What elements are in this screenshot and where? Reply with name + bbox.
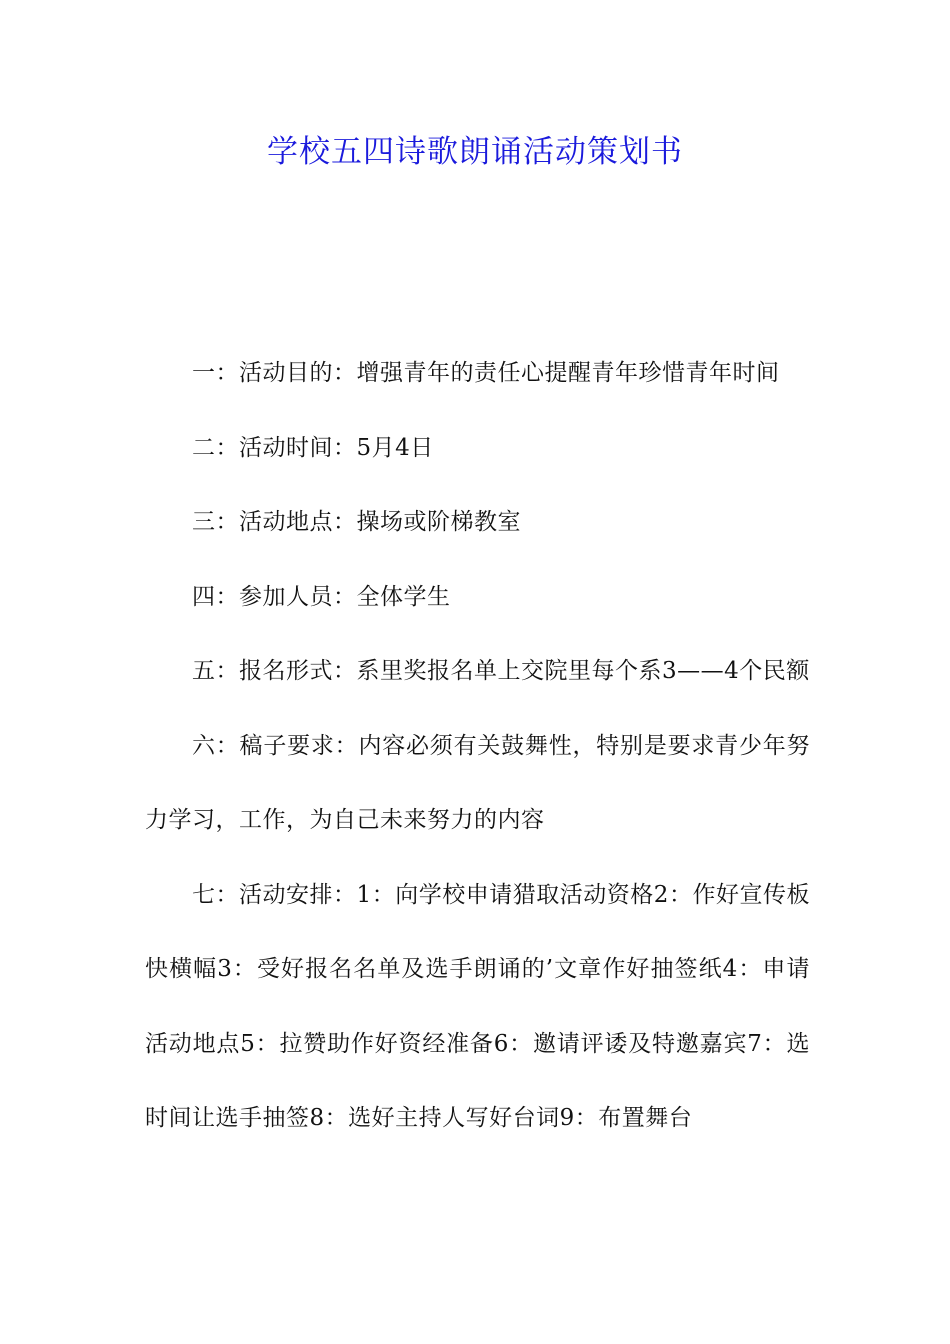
paragraph-purpose: 一：活动目的：增强青年的责任心提醒青年珍惜青年时间 [192, 360, 780, 386]
paragraph-location: 三：活动地点：操场或阶梯教室 [192, 509, 521, 535]
document-title: 学校五四诗歌朗诵活动策划书 [267, 134, 683, 170]
paragraph-registration: 五：报名形式：系里奖报名单上交院里每个系3——4个民额 [192, 658, 810, 684]
document-body [145, 336, 810, 1156]
paragraph-arrangements: 七：活动安排：1：向学校申请猎取活动资格2：作好宣传板快横幅3：受好报名名单及选手朗诵的’文章作好抽签纸4：申请活动地点5：拉赞助作好资经准备6：邀请评诿及特邀嘉宾7：选时间让选手抽签8：选好主持人写好台词9：布置舞台 [145, 881, 810, 1131]
paragraph-participants: 四：参加人员：全体学生 [192, 583, 451, 610]
paragraph-manuscript-requirements: 六：稿子要求：内容必须有关鼓舞性，特别是要求青少年努力学习，工作，为自己未来努力的内容 [145, 732, 810, 833]
paragraph-time: 二：活动时间：5月4日 [192, 434, 434, 461]
